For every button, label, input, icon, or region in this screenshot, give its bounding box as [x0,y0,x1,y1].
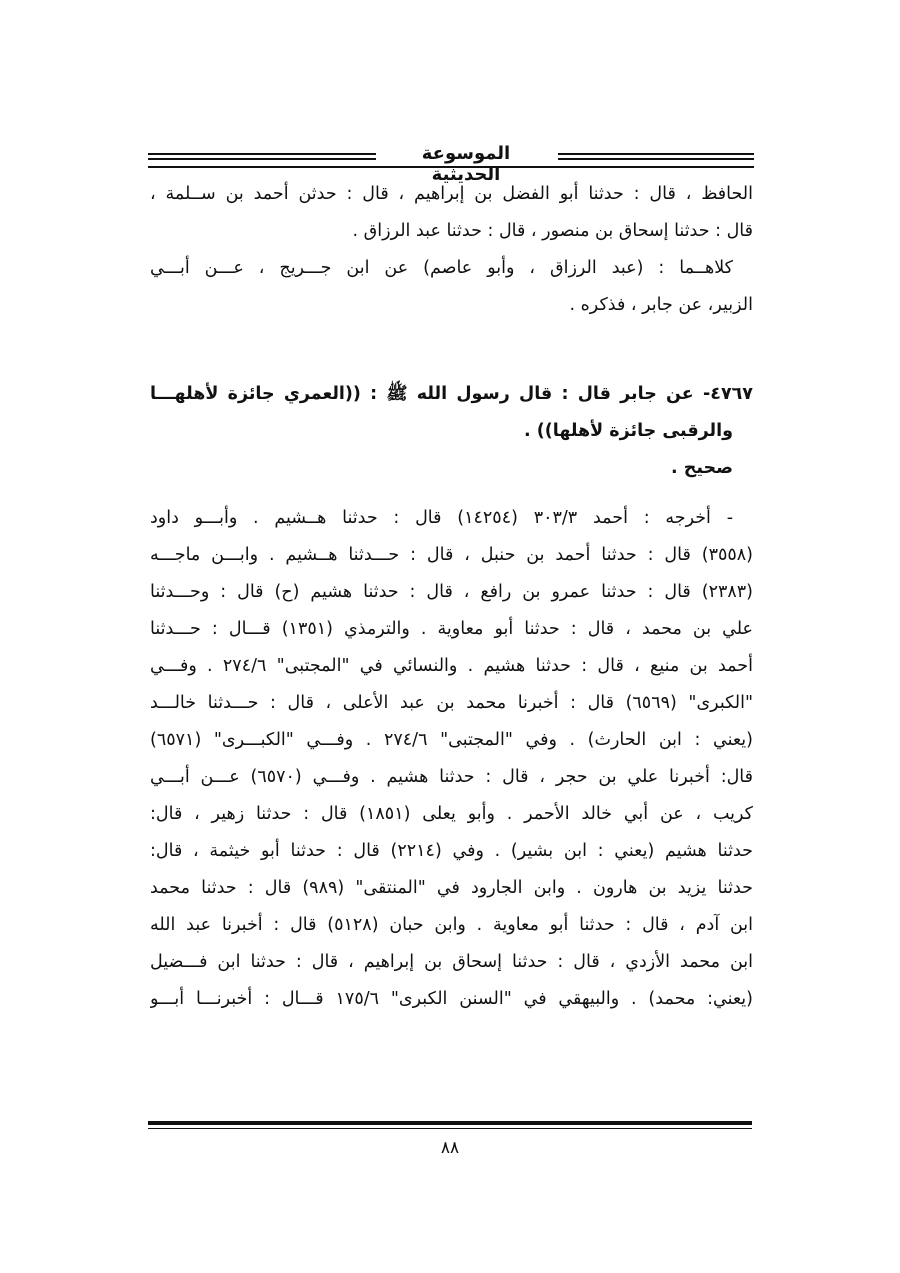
takhrij-line: ابن محمد الأزدي ، قال : حدثنا إسحاق بن إبراهيم ، قال : حدثنا ابن فـــضيل [150,952,753,972]
hadith-line: والرقبى جائزة لأهلها)) . [524,421,733,441]
hadith-grade: صحيح . [670,458,733,478]
text-line: قال : حدثنا إسحاق بن منصور ، قال : حدثنا عبد الرزاق . [352,221,753,241]
takhrij-line: كريب ، عن أبي خالد الأحمر . وأبو يعلى (١٨٥١) قال : حدثنا زهير ، قال: [150,804,753,824]
isnad-paragraph [150,176,753,324]
hadith-text [150,376,753,487]
hadith-line: ٤٧٦٧- عن جابر قال : قال رسول الله ﷺ : ((العمري جائزة لأهلهـــا [150,384,753,404]
page-number: ٨٨ [440,1138,460,1158]
takhrij-line: حدثنا هشيم (يعني : ابن بشير) . وفي (٢٢١٤) قال : حدثنا أبو خيثمة ، قال: [150,841,753,861]
header-rule-left [148,153,376,160]
takhrij-line: قال: أخبرنا علي بن حجر ، قال : حدثنا هشيم . وفـــي (٦٥٧٠) عـــن أبـــي [150,767,753,787]
takhrij-paragraph [150,500,753,1018]
header-underline [148,166,754,168]
takhrij-line: ابن آدم ، قال : حدثنا أبو معاوية . وابن حبان (٥١٢٨) قال : أخبرنا عبد الله [150,915,753,935]
text-line: الزبير، عن جابر ، فذكره . [569,295,753,315]
page-header [148,143,754,185]
text-line: الحافظ ، قال : حدثنا أبو الفضل بن إبراهيم ، قال : حدثن أحمد بن ســلمة ، [150,184,753,204]
text-line: كلاهــما : (عبد الرزاق ، وأبو عاصم) عن ابن جـــريج ، عـــن أبـــي [150,258,733,278]
takhrij-line: (يعني: محمد) . والبيهقي في "السنن الكبرى" ١٧٥/٦ قـــال : أخبرنـــا أبـــو [150,989,753,1009]
takhrij-line: (٣٥٥٨) قال : حدثنا أحمد بن حنبل ، قال : حـــدثنا هــشيم . وابـــن ماجـــه [150,545,753,565]
takhrij-line: - أخرجه : أحمد ٣٠٣/٣ (١٤٢٥٤) قال : حدثنا هــشيم . وأبـــو داود [150,508,734,528]
footer-rule-thick [148,1121,752,1125]
takhrij-line: حدثنا يزيد بن هارون . وابن الجارود في "المنتقى" (٩٨٩) قال : حدثنا محمد [150,878,753,898]
footer-rule-thin [148,1128,752,1129]
takhrij-line: (٢٣٨٣) قال : حدثنا عمرو بن رافع ، قال : حدثنا هشيم (ح) قال : وحـــدثنا [150,582,753,602]
takhrij-line: أحمد بن منيع ، قال : حدثنا هشيم . والنسائي في "المجتبى" ٢٧٤/٦ . وفـــي [150,656,753,676]
running-title: الموسوعة الحديثية [421,143,511,185]
takhrij-line: (يعني : ابن الحارث) . وفي "المجتبى" ٢٧٤/٦ . وفـــي "الكبـــرى" (٦٥٧١) [150,730,753,750]
takhrij-line: علي بن محمد ، قال : حدثنا أبو معاوية . والترمذي (١٣٥١) قـــال : حـــدثنا [150,619,753,639]
takhrij-line: "الكبرى" (٦٥٦٩) قال : أخبرنا محمد بن عبد الأعلى ، قال : حـــدثنا خالـــد [150,693,753,713]
header-rule-right [558,153,754,160]
